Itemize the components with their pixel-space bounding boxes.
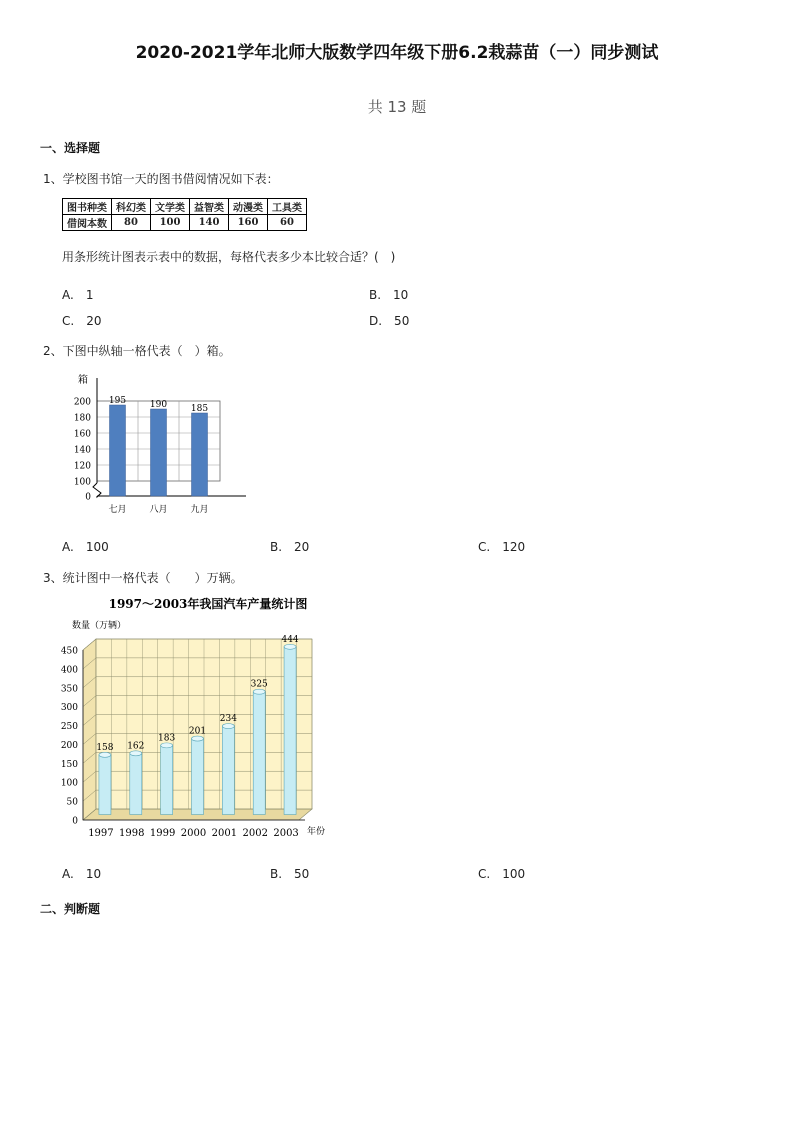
x-tick-label: 1998 bbox=[119, 828, 145, 839]
y-tick-label: 250 bbox=[60, 722, 78, 733]
bar bbox=[99, 755, 111, 815]
bar-top bbox=[192, 736, 204, 741]
bar-top bbox=[253, 689, 265, 694]
borrow-table bbox=[62, 198, 307, 231]
y-tick-label: 400 bbox=[60, 665, 78, 676]
table-cell: 动漫类 bbox=[229, 199, 268, 215]
section-choice-heading: 一、选择题 bbox=[40, 141, 101, 155]
y-tick-label: 100 bbox=[60, 778, 78, 789]
table-cell: 60 bbox=[268, 215, 307, 231]
bar-top bbox=[161, 743, 173, 748]
bar-value-label: 325 bbox=[250, 679, 268, 690]
table-cell: 图书种类 bbox=[63, 199, 112, 215]
bar-value-label: 190 bbox=[149, 400, 168, 410]
bar bbox=[130, 753, 142, 814]
q2-option-b[interactable]: B. 20 bbox=[270, 540, 310, 554]
x-tick-label: 2002 bbox=[242, 828, 268, 839]
y-tick-label: 350 bbox=[60, 684, 78, 695]
y-tick-label: 0 bbox=[85, 492, 91, 503]
q3-option-c[interactable]: C. 100 bbox=[478, 867, 526, 881]
q1-option-a[interactable]: A. 1 bbox=[62, 288, 94, 302]
bar-top bbox=[130, 751, 142, 756]
bar-value-label: 162 bbox=[127, 741, 145, 752]
bar-value-label: 185 bbox=[190, 404, 209, 414]
y-axis-label: 箱 bbox=[78, 375, 88, 386]
x-tick-label: 七月 bbox=[108, 505, 127, 515]
table-cell: 160 bbox=[229, 215, 268, 231]
bar bbox=[192, 413, 208, 496]
chart-side-wall bbox=[83, 639, 96, 820]
y-tick-label: 150 bbox=[60, 759, 78, 770]
x-tick-label: 2001 bbox=[211, 828, 238, 839]
y-tick-label: 300 bbox=[60, 703, 78, 714]
bar bbox=[222, 726, 234, 814]
bar-value-label: 234 bbox=[219, 714, 237, 725]
question-3-stem: 3、统计图中一格代表（ ）万辆。 bbox=[43, 571, 243, 585]
y-tick-label: 200 bbox=[73, 397, 91, 408]
page-title: 2020-2021学年北师大版数学四年级下册6.2栽蒜苗（一）同步测试 bbox=[135, 43, 659, 63]
table-cell: 工具类 bbox=[268, 199, 307, 215]
table-cell: 益智类 bbox=[190, 199, 229, 215]
bar-value-label: 195 bbox=[108, 396, 127, 406]
x-tick-label: 2003 bbox=[273, 828, 299, 839]
question-1-ask: 用条形统计图表示表中的数据，每格代表多少本比较合适？( ) bbox=[62, 250, 396, 264]
bar bbox=[110, 405, 126, 496]
table-row bbox=[63, 199, 307, 215]
y-tick-label: 200 bbox=[60, 740, 78, 751]
table-cell: 文学类 bbox=[151, 199, 190, 215]
question-count: 共 13 题 bbox=[367, 98, 427, 116]
chart-title: 1997～2003年我国汽车产量统计图 bbox=[108, 597, 308, 611]
bar-value-label: 158 bbox=[96, 742, 114, 753]
table-cell: 80 bbox=[112, 215, 151, 231]
bar-value-label: 183 bbox=[158, 733, 176, 744]
bar bbox=[161, 745, 173, 814]
table-cell: 借阅本数 bbox=[63, 215, 112, 231]
table-row bbox=[63, 215, 307, 231]
q2-option-a[interactable]: A. 100 bbox=[62, 540, 109, 554]
y-tick-label: 100 bbox=[73, 477, 91, 488]
bar-top bbox=[284, 644, 296, 649]
bar-value-label: 201 bbox=[188, 726, 207, 737]
x-tick-label: 1999 bbox=[149, 828, 176, 839]
axis-break bbox=[93, 483, 101, 497]
bar-value-label: 444 bbox=[281, 634, 299, 645]
table-cell: 科幻类 bbox=[112, 199, 151, 215]
y-tick-label: 180 bbox=[73, 413, 91, 424]
question-2-stem: 2、下图中纵轴一格代表（ ）箱。 bbox=[43, 344, 231, 358]
y-tick-label: 450 bbox=[60, 646, 78, 657]
table-cell: 140 bbox=[190, 215, 229, 231]
y-tick-label: 160 bbox=[73, 429, 91, 440]
q3-option-a[interactable]: A. 10 bbox=[62, 867, 102, 881]
x-tick-label: 1997 bbox=[88, 828, 114, 839]
bar bbox=[192, 739, 204, 815]
x-tick-label: 九月 bbox=[190, 505, 209, 515]
q2-option-c[interactable]: C. 120 bbox=[478, 540, 526, 554]
bar bbox=[253, 692, 265, 815]
y-axis-label: 数量（万辆） bbox=[72, 621, 127, 631]
table-cell: 100 bbox=[151, 215, 190, 231]
y-tick-label: 50 bbox=[66, 797, 78, 808]
chart-monthly-boxes bbox=[60, 368, 260, 520]
x-tick-label: 八月 bbox=[149, 505, 168, 515]
question-1-stem: 1、学校图书馆一天的图书借阅情况如下表： bbox=[43, 172, 279, 186]
bar-top bbox=[99, 752, 111, 757]
bar-top bbox=[222, 724, 234, 729]
x-tick-label: 2000 bbox=[180, 828, 207, 839]
q1-option-b[interactable]: B. 10 bbox=[369, 288, 409, 302]
chart-car-production bbox=[58, 592, 358, 846]
q1-option-d[interactable]: D. 50 bbox=[369, 314, 410, 328]
section-judge-heading: 二、判断题 bbox=[40, 902, 101, 916]
x-axis-label: 年份 bbox=[307, 827, 326, 837]
y-tick-label: 140 bbox=[73, 445, 91, 456]
y-tick-label: 0 bbox=[72, 816, 78, 827]
bar bbox=[284, 647, 296, 815]
q1-option-c[interactable]: C. 20 bbox=[62, 314, 102, 328]
bar bbox=[151, 409, 167, 496]
y-tick-label: 120 bbox=[73, 461, 91, 472]
q3-option-b[interactable]: B. 50 bbox=[270, 867, 310, 881]
